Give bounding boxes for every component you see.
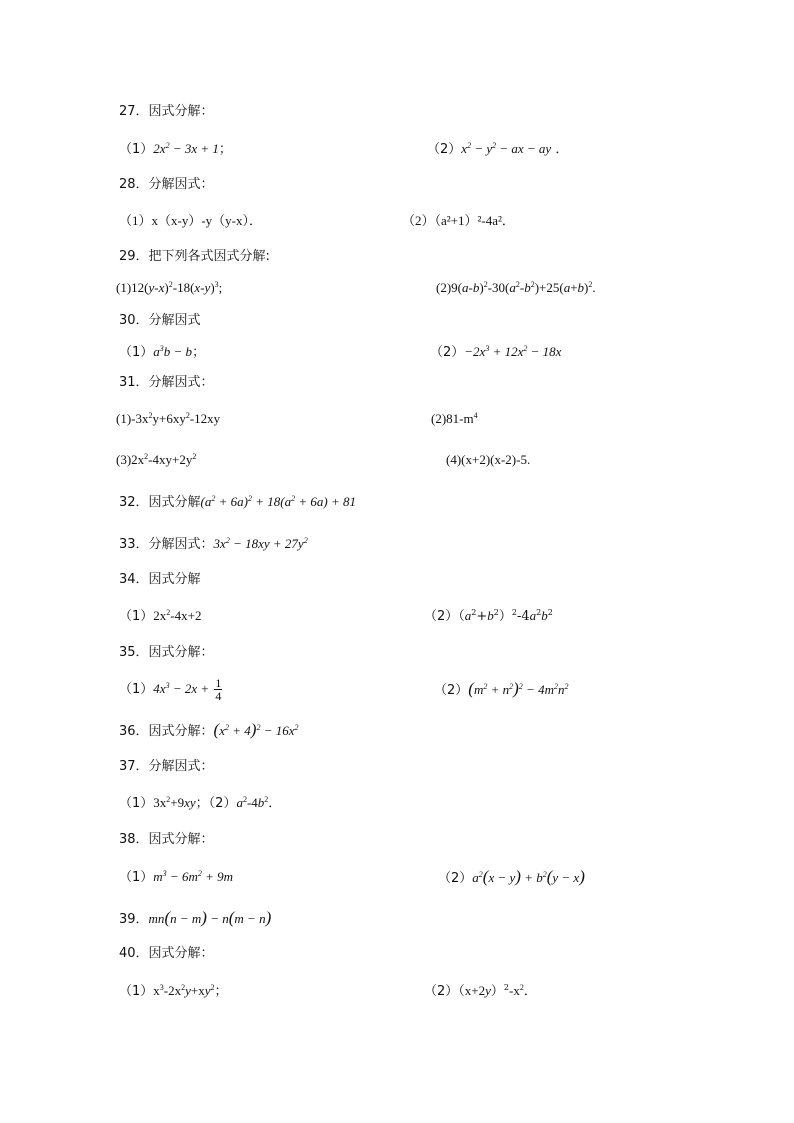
problem-34-heading: 34．因式分解 bbox=[119, 572, 201, 587]
problem-28-part-2: （2）（a²+1）²-4a²． bbox=[402, 213, 515, 228]
problem-32-heading: 32．因式分解 bbox=[119, 495, 201, 510]
problem-29-part-2: $(2)9(a-b)^2-30(a^2-b^2)+25(a+b)^2$. bbox=[436, 280, 596, 295]
problem-37-heading: 37．分解因式： bbox=[119, 759, 214, 774]
problem-31-part-3: $(3)2x^2-4xy+2y^2$ bbox=[116, 452, 197, 467]
problem-28-part-1: （1）x（x-y）-y（y-x）． bbox=[119, 213, 262, 228]
problem-35-part-1: $(1)4x^3 - 2x$ + $\frac{1}{4}$ bbox=[119, 676, 222, 703]
problem-31-part-1: $(1)-3x^2y+6xy^2-12xy$ bbox=[116, 411, 221, 426]
problem-27-heading: 27．因式分解： bbox=[119, 104, 214, 119]
problem-31-heading: 31．分解因式： bbox=[119, 375, 214, 390]
problem-35-part-2: $(2)(m^2 + n^2)^2 - 4m^2n^2$ bbox=[434, 679, 569, 698]
problem-40-part-1: $(1)x^3-2x^2y+xy^2$； bbox=[119, 983, 228, 999]
problem-40-part-2: $(2)(x+2y)^2-x^2$． bbox=[424, 983, 537, 999]
problem-39-body: 39．mn(n − m) − n(m − n) bbox=[119, 908, 272, 927]
fraction-one-quarter: $\frac{1}{4}$ bbox=[215, 676, 222, 703]
problem-38-part-2: $(2)a^2(x - y) + b^2(y - x)$ bbox=[438, 867, 585, 886]
problem-38-heading: 38．因式分解： bbox=[119, 832, 214, 847]
problem-36-heading: 36．因式分解： bbox=[119, 724, 214, 739]
problem-37-part-1-2: $(1)3x^2+9xy$；$(2)a^2-4b^2$． bbox=[119, 795, 282, 811]
problem-29-part-1: $(1)12(y-x)^2-18(x-y)^3$; bbox=[116, 280, 223, 295]
problem-27-part-2: $(2)x^2 - y^2$ − ax − ay ． bbox=[427, 141, 569, 157]
problem-27-part-1: $(1)2x^2 - 3x + 1$； bbox=[119, 141, 232, 157]
problem-34-part-1: $(1)2x^2-4x+2$ bbox=[119, 608, 202, 624]
problem-33-body: 33．分解因式：$3x^2 - 18xy + 27y^2$ bbox=[119, 536, 308, 552]
problem-40-heading: 40．因式分解： bbox=[119, 946, 214, 961]
problem-29-heading: 29．把下列各式因式分解: bbox=[119, 249, 270, 264]
problem-34-part-2: $(2)(a^2+b^2)^2-4a^2b^2$ bbox=[424, 608, 553, 624]
problem-28-heading: 28．分解因式： bbox=[119, 177, 214, 192]
problem-33-heading: 33．分解因式： bbox=[119, 537, 214, 552]
problem-32-body: 32．因式分解$(a^2 + 6a)^2 + 18(a^2 + 6a) + 81$ bbox=[119, 494, 356, 510]
problem-30-part-1: $(1)a^3b - b$； bbox=[119, 344, 206, 360]
problem-31-part-2: $(2)81-m^4$ bbox=[431, 411, 478, 426]
problem-31-part-4: (4)(x+2)(x-2)-5. bbox=[446, 452, 531, 467]
problem-35-heading: 35．因式分解： bbox=[119, 645, 214, 660]
problem-30-heading: 30．分解因式 bbox=[119, 313, 201, 328]
problem-38-part-1: $(1)m^3 - 6m^2 + 9m$ bbox=[119, 869, 234, 885]
problem-39-heading: 39． bbox=[119, 912, 149, 927]
problem-36-body: 36．因式分解：$(x^2 + 4)^2 - 16x^2$ bbox=[119, 720, 299, 739]
problem-30-part-2: $(2)-2x^3 + 12x^2 - 18x$ bbox=[430, 344, 562, 360]
